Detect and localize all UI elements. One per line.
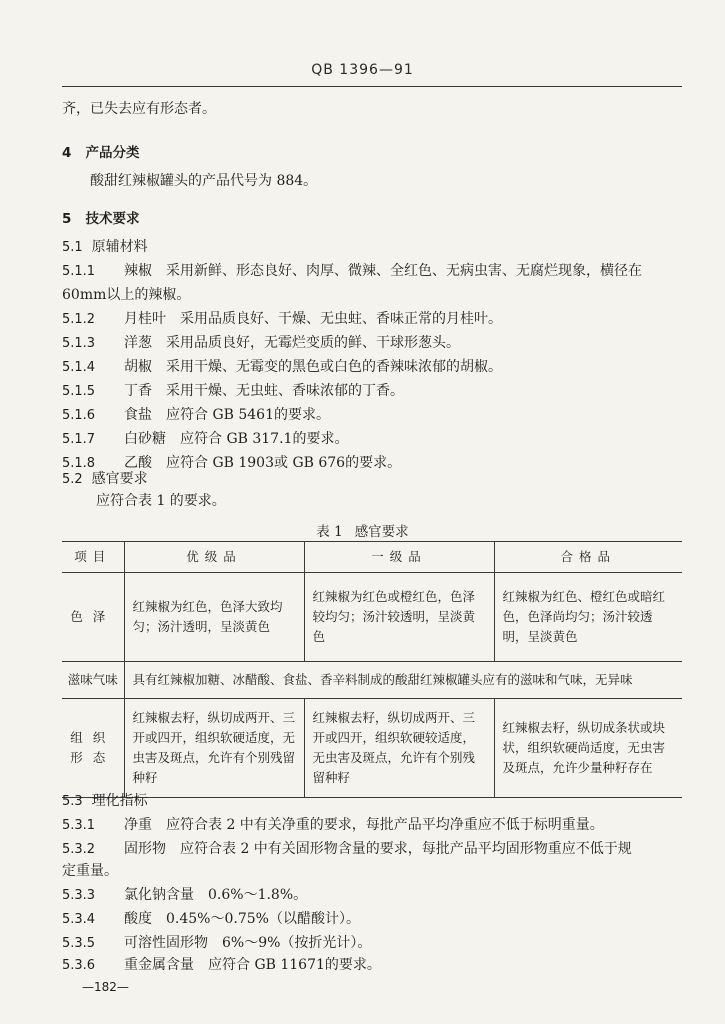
clause-text: 食盐 应符合 GB 5461的要求。 xyxy=(124,407,331,423)
cell-first-grade: 红辣椒去籽，纵切成两开、三开或四开，组织软硬较适度，无虫害及斑点，允许有个别残留种籽 xyxy=(304,699,494,798)
subsection-number: 5.2 xyxy=(62,472,83,487)
clause-number: 5.3.6 xyxy=(62,958,96,973)
clause-number: 5.1.3 xyxy=(62,336,96,351)
subsection-5-1-heading xyxy=(62,238,148,257)
clause-5-3-3 xyxy=(62,886,307,905)
clause-text: 重金属含量 应符合 GB 11671的要求。 xyxy=(124,957,381,973)
subsection-5-2-body: 应符合表 1 的要求。 xyxy=(96,493,226,509)
cell-premium: 红辣椒去籽，纵切成两开、三开或四开，组织软硬适度，无虫害及斑点，允许有个别残留种籽 xyxy=(124,699,304,798)
sensory-requirements-table xyxy=(62,541,682,798)
clause-5-3-2-continuation: 定重量。 xyxy=(62,863,118,879)
subsection-number: 5.3 xyxy=(62,794,83,809)
page-number: —182— xyxy=(82,980,129,994)
clause-number: 5.3.3 xyxy=(62,888,96,903)
table-row xyxy=(62,699,682,798)
clause-5-3-4 xyxy=(62,910,360,929)
cell-qualified: 红辣椒为红色、橙红色或暗红色，色泽尚均匀；汤汁较透明，呈淡黄色 xyxy=(494,573,682,662)
clause-number: 5.3.4 xyxy=(62,912,96,927)
cell-taste-all-grades: 具有红辣椒加糖、冰醋酸、食盐、香辛料制成的酸甜红辣椒罐头应有的滋味和气味，无异味 xyxy=(124,662,682,699)
section-5-heading xyxy=(62,210,140,228)
row-label-taste: 滋味气味 xyxy=(62,662,124,699)
clause-text: 洋葱 采用品质良好，无霉烂变质的鲜、干球形葱头。 xyxy=(124,335,460,351)
clause-text: 月桂叶 采用品质良好、干燥、无虫蛀、香味正常的月桂叶。 xyxy=(124,311,502,327)
clause-text: 胡椒 采用干燥、无霉变的黑色或白色的香辣味浓郁的胡椒。 xyxy=(124,359,502,375)
clause-text: 氯化钠含量 0.6%～1.8%。 xyxy=(124,887,308,903)
subsection-title: 感官要求 xyxy=(91,471,148,487)
clause-number: 5.1.4 xyxy=(62,360,96,375)
clause-text: 辣椒 采用新鲜、形态良好、肉厚、微辣、全红色、无病虫害、无腐烂现象，横径在 xyxy=(124,263,642,279)
clause-5-1-7 xyxy=(62,430,348,449)
standard-code-header: QB 1396—91 xyxy=(311,62,414,78)
clause-number: 5.1.8 xyxy=(62,456,96,471)
clause-number: 5.3.5 xyxy=(62,936,96,951)
clause-number: 5.3.2 xyxy=(62,842,96,857)
clause-text: 可溶性固形物 6%～9%（按折光计）。 xyxy=(124,935,372,951)
clause-text: 白砂糖 应符合 GB 317.1的要求。 xyxy=(124,431,349,447)
clause-5-1-5 xyxy=(62,382,404,401)
subsection-5-3-heading xyxy=(62,792,148,811)
header-rule xyxy=(62,86,682,87)
header-first-grade: 一级品 xyxy=(304,542,494,573)
continuation-line: 齐，已失去应有形态者。 xyxy=(62,101,216,117)
table-header-row xyxy=(62,542,682,573)
clause-number: 5.1.6 xyxy=(62,408,96,423)
clause-number: 5.3.1 xyxy=(62,818,96,833)
cell-premium: 红辣椒为红色，色泽大致均匀；汤汁透明，呈淡黄色 xyxy=(124,573,304,662)
section-title: 技术要求 xyxy=(85,211,140,227)
subsection-title: 理化指标 xyxy=(91,793,148,809)
table-label: 表 1 xyxy=(316,524,343,540)
section-number: 4 xyxy=(62,145,72,161)
clause-5-1-6 xyxy=(62,406,330,425)
subsection-title: 原辅材料 xyxy=(91,239,148,255)
section-title: 产品分类 xyxy=(85,145,140,161)
clause-5-1-1-continuation: 60mm以上的辣椒。 xyxy=(62,287,191,303)
clause-number: 5.1.2 xyxy=(62,312,96,327)
clause-text: 固形物 应符合表 2 中有关固形物含量的要求，每批产品平均固形物重应不低于规 xyxy=(124,841,632,857)
table-title: 感官要求 xyxy=(354,524,409,540)
clause-5-1-3 xyxy=(62,334,460,353)
clause-text: 丁香 采用干燥、无虫蛀、香味浓郁的丁香。 xyxy=(124,383,404,399)
clause-5-3-2 xyxy=(62,840,632,859)
row-label-tissue: 组织形态 xyxy=(62,699,124,798)
header-item: 项目 xyxy=(62,542,124,573)
clause-number: 5.1.1 xyxy=(62,264,96,279)
table-row xyxy=(62,573,682,662)
table-row xyxy=(62,662,682,699)
clause-5-1-1 xyxy=(62,262,642,281)
clause-text: 乙酸 应符合 GB 1903或 GB 676的要求。 xyxy=(124,455,402,471)
subsection-5-2-heading xyxy=(62,470,148,489)
clause-5-3-1 xyxy=(62,816,604,835)
clause-text: 酸度 0.45%～0.75%（以醋酸计）。 xyxy=(124,911,360,927)
table-caption xyxy=(0,520,725,540)
row-label-color: 色泽 xyxy=(62,573,124,662)
section-number: 5 xyxy=(62,211,72,227)
clause-number: 5.1.5 xyxy=(62,384,96,399)
section-4-body: 酸甜红辣椒罐头的产品代号为 884。 xyxy=(90,173,318,189)
cell-qualified: 红辣椒去籽，纵切成条状或块状，组织软硬尚适度，无虫害及斑点，允许少量种籽存在 xyxy=(494,699,682,798)
clause-5-3-5 xyxy=(62,934,371,953)
clause-text: 净重 应符合表 2 中有关净重的要求，每批产品平均净重应不低于标明重量。 xyxy=(124,817,604,833)
subsection-number: 5.1 xyxy=(62,240,83,255)
clause-5-1-4 xyxy=(62,358,502,377)
section-4-heading xyxy=(62,144,140,162)
cell-first-grade: 红辣椒为红色或橙红色，色泽较均匀；汤汁较透明，呈淡黄色 xyxy=(304,573,494,662)
header-premium: 优级品 xyxy=(124,542,304,573)
header-qualified: 合格品 xyxy=(494,542,682,573)
clause-number: 5.1.7 xyxy=(62,432,96,447)
clause-5-1-2 xyxy=(62,310,502,329)
clause-5-3-6 xyxy=(62,956,381,975)
